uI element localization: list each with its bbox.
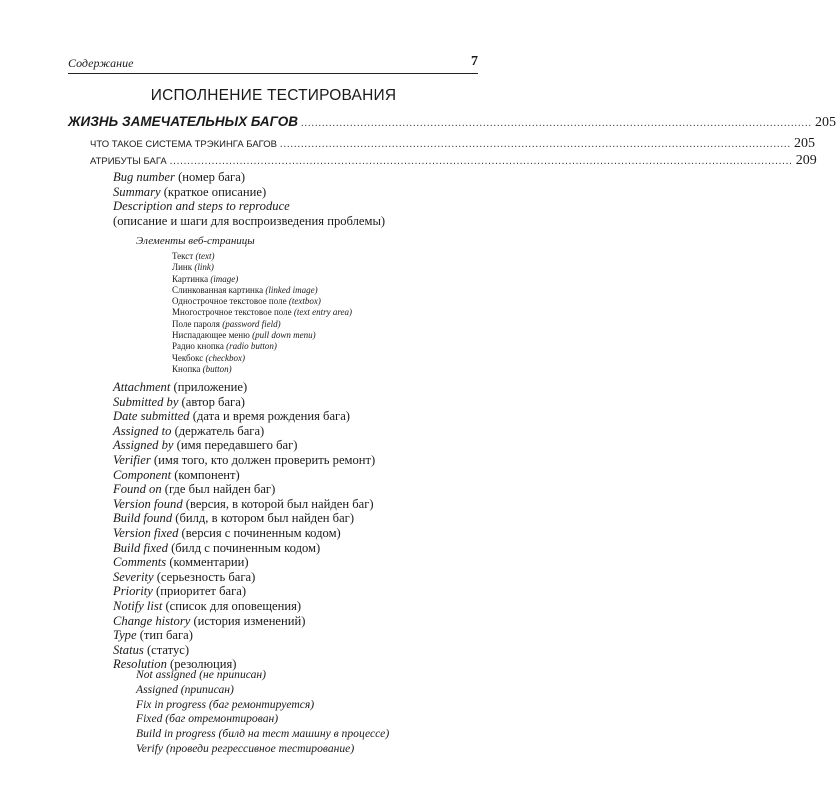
list-item: Verify (проведи регрессивное тестирование)	[136, 741, 355, 755]
page-number: 7	[471, 54, 478, 69]
list-item: Change history (история изменений)	[113, 613, 306, 628]
bug-attribute-list-top	[113, 170, 483, 228]
list-item: Found on (где был найден баг)	[113, 482, 276, 497]
list-item: Notify list (список для оповещения)	[113, 598, 302, 613]
list-item: Fixed (баг отремонтирован)	[136, 712, 279, 726]
web-elements-list	[172, 251, 472, 375]
list-item: Assigned by (имя передавшего баг)	[113, 438, 298, 453]
list-item: Линк (link)	[172, 262, 214, 273]
list-item: Resolution (резолюция)	[113, 657, 237, 672]
toc-leader-dots: ..................................................................................................................................................	[280, 139, 791, 150]
description-continuation: (описание и шаги для воспроизведения проблемы)	[113, 213, 386, 228]
toc-entry-page: 209	[795, 153, 817, 168]
list-item: Date submitted (дата и время рождения бага)	[113, 409, 350, 424]
toc-entry-page: 205	[794, 136, 815, 151]
list-item: Severity (серьезность бага)	[113, 569, 256, 584]
list-item: Attachment (приложение)	[113, 380, 248, 394]
toc-leader-dots: ..................................................................................................................................................................................	[169, 156, 793, 167]
list-item: Build in progress (билд на тест машину в процессе)	[136, 727, 390, 741]
list-item: Status (статус)	[113, 642, 190, 657]
header-title: Содержание	[68, 56, 134, 70]
list-item: Component (компонент)	[113, 467, 240, 482]
list-item: Verifier (имя того, кто должен проверить ремонт)	[113, 452, 376, 467]
section-title: ИСПОЛНЕНИЕ ТЕСТИРОВАНИЯ	[150, 87, 397, 104]
list-item: Summary (краткое описание)	[113, 184, 267, 199]
list-item: Version found (версия, в которой был найден баг)	[113, 496, 374, 511]
toc-entry-label: ЧТО ТАКОЕ СИСТЕМА ТРЭКИНГА БАГОВ	[90, 139, 277, 150]
list-item: Assigned to (держатель бага)	[113, 423, 265, 438]
list-item: Кнопка (button)	[172, 363, 232, 374]
list-item: Fix in progress (баг ремонтируется)	[136, 697, 315, 711]
list-item: Description and steps to reproduce	[113, 199, 290, 214]
list-item: Not assigned (не приписан)	[136, 668, 267, 681]
list-item: Текст (text)	[172, 251, 215, 261]
list-item: Submitted by (автор бага)	[113, 394, 245, 409]
list-item: Build found (билд, в котором был найден баг)	[113, 511, 355, 526]
toc-entry	[68, 136, 815, 152]
bug-attribute-list-bottom	[113, 380, 483, 672]
list-item: Type (тип бага)	[113, 628, 193, 643]
web-elements-title: Элементы веб-страницы	[136, 235, 255, 247]
list-item: Comments (комментарии)	[113, 555, 249, 570]
list-item: Картинка (image)	[172, 273, 239, 284]
toc-entry-page: 205	[814, 115, 836, 130]
header-rule	[68, 73, 478, 74]
list-item: Ниспадающее меню (pull down menu)	[172, 330, 316, 341]
toc-entry	[68, 114, 836, 131]
list-item: Version fixed (версия с починенным кодом)	[113, 525, 341, 540]
toc-entry-label: АТРИБУТЫ БАГА	[90, 156, 167, 167]
toc-entry	[68, 153, 817, 169]
list-item: Priority (приоритет бага)	[113, 584, 247, 599]
resolution-list	[136, 668, 476, 757]
list-item: Слинкованная картинка (linked image)	[172, 284, 318, 295]
running-header	[68, 56, 478, 74]
toc-leader-dots: ..................................................................................................................................................	[300, 118, 812, 129]
list-item: Многострочное текстовое поле (text entry area)	[172, 307, 353, 318]
list-item: Чекбокс (checkbox)	[172, 352, 245, 363]
list-item: Радио кнопка (radio button)	[172, 341, 277, 352]
list-item: Bug number (номер бага)	[113, 170, 246, 184]
list-item: Поле пароля (password field)	[172, 318, 281, 329]
list-item: Assigned (приписан)	[136, 682, 234, 696]
list-item: Build fixed (билд с починенным кодом)	[113, 540, 321, 555]
toc-entry-label: ЖИЗНЬ ЗАМЕЧАТЕЛЬНЫХ БАГОВ	[68, 114, 298, 129]
list-item: Однострочное текстовое поле (textbox)	[172, 296, 321, 307]
